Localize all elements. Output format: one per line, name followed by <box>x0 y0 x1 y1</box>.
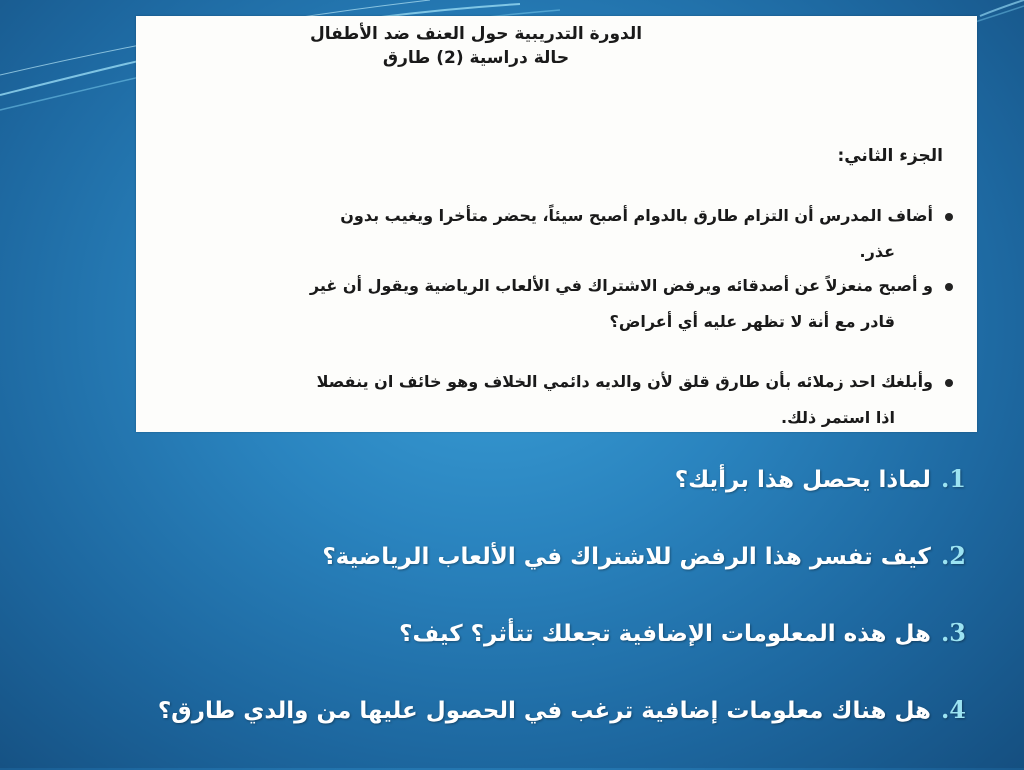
question-item <box>66 693 966 770</box>
question-number: 4. <box>940 695 966 724</box>
question-number: 3. <box>940 618 966 647</box>
bullet-dot-icon <box>945 283 953 291</box>
question-item <box>66 462 966 539</box>
bullet-dot-icon <box>945 379 953 387</box>
case-study-scan <box>136 16 977 432</box>
bullet-line-continued: قادر مع أنة لا تظهر عليه أي أعراض؟ <box>609 312 895 331</box>
discussion-questions <box>66 462 966 770</box>
question-number: 2. <box>940 541 966 570</box>
case-bullet <box>153 364 953 436</box>
case-bullet <box>153 198 953 270</box>
bullet-line-continued: عذر. <box>859 242 895 261</box>
question-text: كيف تفسر هذا الرفض للاشتراك في الألعاب الرياضية؟ <box>322 544 931 570</box>
question-item <box>66 616 966 693</box>
question-text: هل هناك معلومات إضافية ترغب في الحصول عليها من والدي طارق؟ <box>157 698 931 724</box>
question-text: هل هذه المعلومات الإضافية تجعلك تتأثر؟ كيف؟ <box>399 621 931 647</box>
bullet-dot-icon <box>945 213 953 221</box>
case-subtitle: حالة دراسية (2) طارق <box>382 48 570 68</box>
bullet-line: وأبلغك احد زملائه بأن طارق قلق لأن والديه دائمي الخلاف وهو خائف ان ينفصلا <box>316 372 933 391</box>
case-title: الدورة التدريبية حول العنف ضد الأطفال <box>309 24 643 44</box>
question-item <box>66 539 966 616</box>
case-bullet <box>153 268 953 340</box>
bullet-line: أضاف المدرس أن التزام طارق بالدوام أصبح سيئاً، يحضر متأخرا ويغيب بدون <box>340 206 933 225</box>
bullet-line-continued: اذا استمر ذلك. <box>781 408 895 427</box>
bullet-line: و أصبح منعزلاً عن أصدقائه ويرفض الاشتراك في الألعاب الرياضية ويقول أن غير <box>309 276 933 295</box>
question-number: 1. <box>940 464 966 493</box>
question-text: لماذا يحصل هذا برأيك؟ <box>674 467 931 493</box>
part-heading: الجزء الثاني: <box>837 146 943 166</box>
